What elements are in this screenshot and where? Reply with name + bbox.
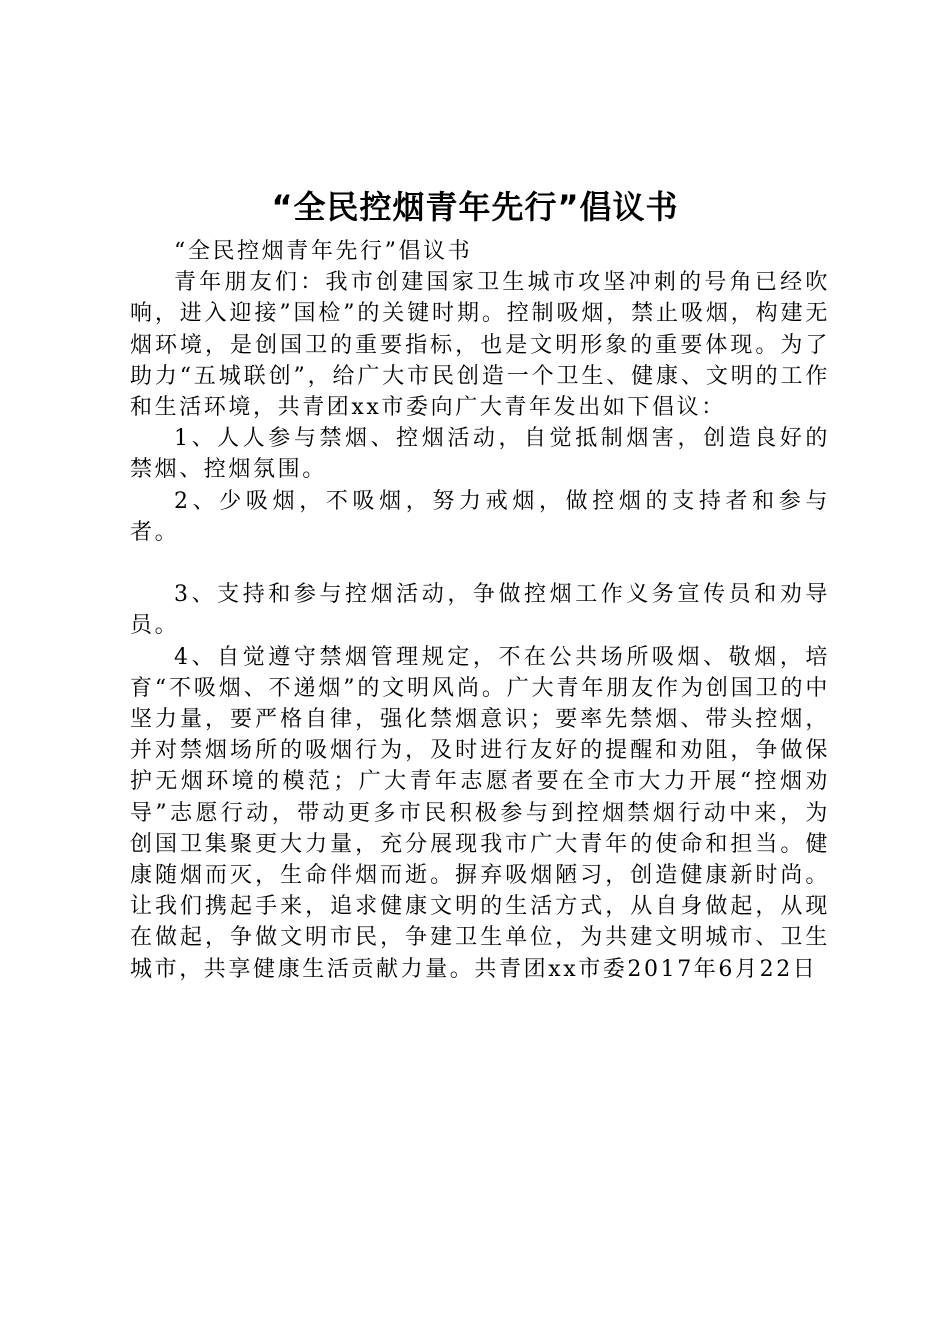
document-body xyxy=(130,236,830,985)
subtitle-paragraph: “全民控烟青年先行”倡议书 xyxy=(174,239,473,264)
proposal-item-4: 4、自觉遵守禁烟管理规定，不在公共场所吸烟、敬烟，培育“不吸烟、不递烟”的文明风尚。广大青年朋友作为创国卫的中坚力量，要严格自律，强化禁烟意识；要率先禁烟、带头控烟，并对禁烟场所的吸烟行为，及时进行友好的提醒和劝阻，争做保护无烟环境的模范；广大青年志愿者要在全市大力开展“控烟劝导”志愿行动，带动更多市民积极参与到控烟禁烟行动中来，为创国卫集聚更大力量，充分展现我市广大青年的使命和担当。健康随烟而灭，生命伴烟而逝。摒弃吸烟陋习，创造健康新时尚。让我们携起手来，追求健康文明的生活方式，从自身做起，从现在做起，争做文明市民，争建卫生单位，为共建文明城市、卫生城市，共享健康生活贡献力量。共青团xx市委2017年6月22日 xyxy=(130,644,830,982)
proposal-item-1: 1、人人参与禁烟、控烟活动，自觉抵制烟害，创造良好的禁烟、控烟氛围。 xyxy=(130,426,830,483)
blank-line xyxy=(130,548,830,579)
proposal-item-3: 3、支持和参与控烟活动，争做控烟工作义务宣传员和劝导员。 xyxy=(130,582,830,639)
document-title: “全民控烟青年先行”倡议书 xyxy=(271,188,679,226)
proposal-item-2: 2、少吸烟，不吸烟，努力戒烟，做控烟的支持者和参与者。 xyxy=(130,488,830,545)
intro-paragraph: 青年朋友们：我市创建国家卫生城市攻坚冲刺的号角已经吹响，进入迎接”国检”的关键时期。控制吸烟，禁止吸烟，构建无烟环境，是创国卫的重要指标，也是文明形象的重要体现。为了助力“五城联创”，给广大市民创造一个卫生、健康、文明的工作和生活环境，共青团xx市委向广大青年发出如下倡议： xyxy=(130,270,830,421)
